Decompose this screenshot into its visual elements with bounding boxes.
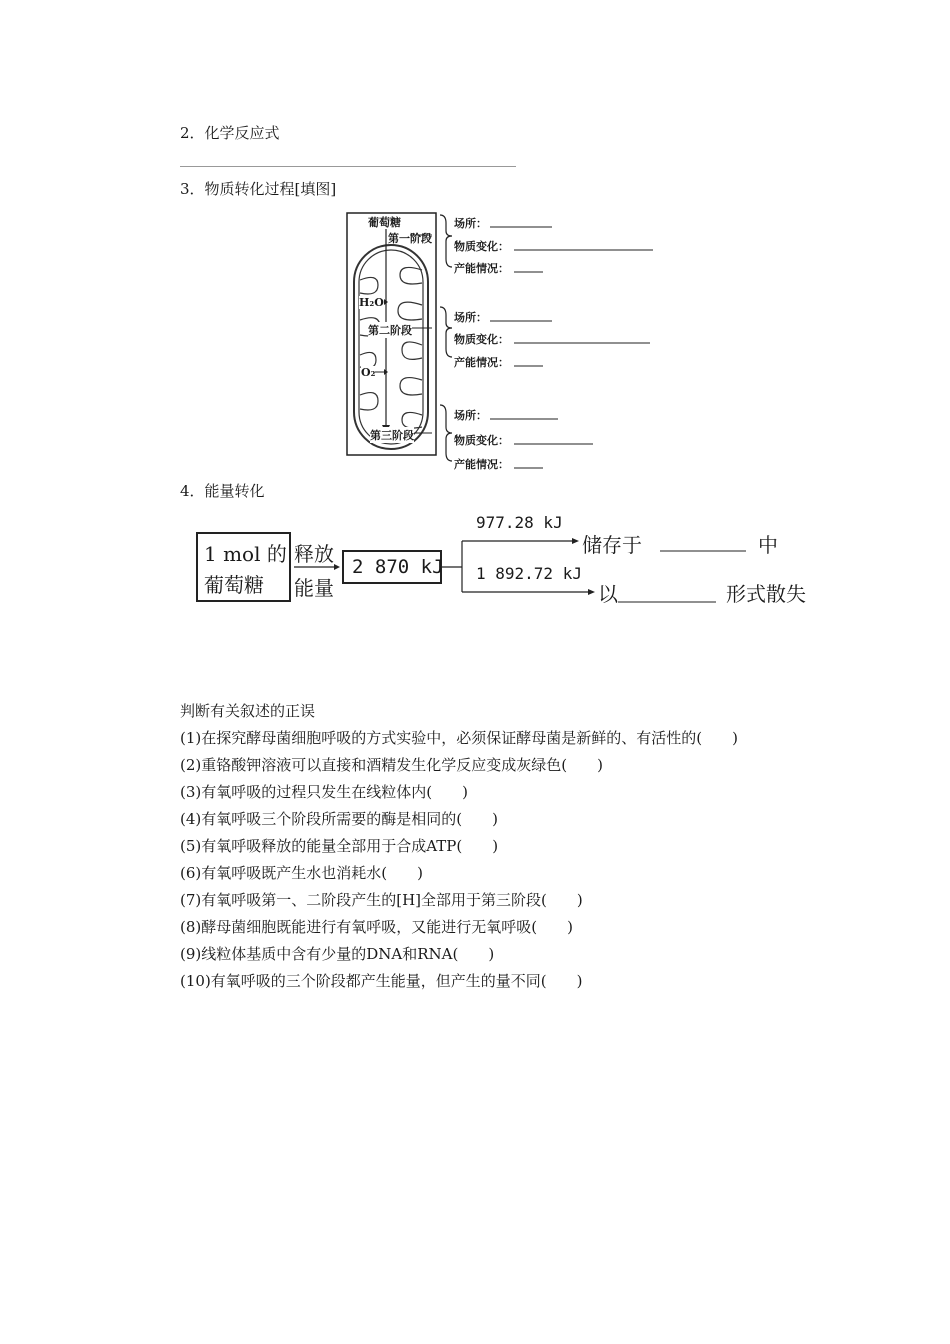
judge-item: (2)重铬酸钾溶液可以直接和酒精发生化学反应变成灰绿色( ) (180, 756, 603, 774)
stage-2-change-label: 物质变化： (454, 333, 509, 346)
judge-item: (7)有氧呼吸第一、二阶段产生的[H]全部用于第三阶段( ) (180, 891, 583, 909)
judge-item: (5)有氧呼吸释放的能量全部用于合成ATP( ) (180, 837, 499, 855)
heat-text: 以 (598, 582, 618, 606)
stage-3-label: 第三阶段 (370, 429, 414, 442)
glucose-label: 葡萄糖 (368, 216, 401, 229)
stored-text: 储存于 (582, 533, 642, 557)
o2-label: O₂ (361, 366, 376, 379)
section-3-heading: 3．物质转化过程[填图] (180, 180, 337, 198)
stored-energy-value: 977.28 kJ (476, 513, 563, 532)
judge-list (180, 725, 738, 995)
judge-title: 判断有关叙述的正误 (180, 702, 316, 720)
energy-label: 能量 (294, 576, 334, 600)
judge-item: (4)有氧呼吸三个阶段所需要的酶是相同的( ) (180, 810, 498, 828)
stage-3-site-label: 场所： (454, 409, 487, 422)
mitochondria-diagram (340, 205, 670, 475)
glucose-box-line2: 葡萄糖 (204, 573, 264, 597)
stage-2-label: 第二阶段 (368, 324, 412, 337)
section-4-heading: 4．能量转化 (180, 482, 265, 500)
answer-line (180, 166, 516, 167)
judge-item: (6)有氧呼吸既产生水也消耗水( ) (180, 864, 423, 882)
stage-3-change-label: 物质变化： (454, 434, 509, 447)
section-2-heading: 2．化学反应式 (180, 124, 280, 142)
h2o-label: H₂O (359, 296, 384, 309)
stage-3-energy-label: 产能情况： (454, 458, 509, 471)
judge-item: (1)在探究酵母菌细胞呼吸的方式实验中，必须保证酵母菌是新鲜的、有活性的( ) (180, 729, 738, 747)
release-label: 释放 (294, 542, 334, 566)
stage-2-energy-label: 产能情况： (454, 356, 509, 369)
stage-1-energy-label: 产能情况： (454, 262, 509, 275)
total-energy-value: 2 870 kJ (352, 556, 444, 578)
energy-flow-diagram (190, 510, 840, 610)
judge-item: (9)线粒体基质中含有少量的DNA和RNA( ) (180, 945, 495, 963)
judge-item: (10)有氧呼吸的三个阶段都产生能量，但产生的量不同( ) (180, 972, 583, 990)
stage-1-label: 第一阶段 (388, 232, 432, 245)
stage-2-site-label: 场所： (454, 311, 487, 324)
heat-energy-value: 1 892.72 kJ (476, 564, 582, 583)
stored-text-suffix: 中 (758, 533, 778, 557)
stage-1-site-label: 场所： (454, 217, 487, 230)
glucose-box-line1: 1 mol 的 (204, 542, 287, 566)
stage-1-change-label: 物质变化： (454, 240, 509, 253)
heat-text-suffix: 形式散失 (726, 582, 806, 606)
judge-item: (3)有氧呼吸的过程只发生在线粒体内( ) (180, 783, 468, 801)
judge-item: (8)酵母菌细胞既能进行有氧呼吸，又能进行无氧呼吸( ) (180, 918, 573, 936)
total-energy-box (342, 550, 442, 584)
